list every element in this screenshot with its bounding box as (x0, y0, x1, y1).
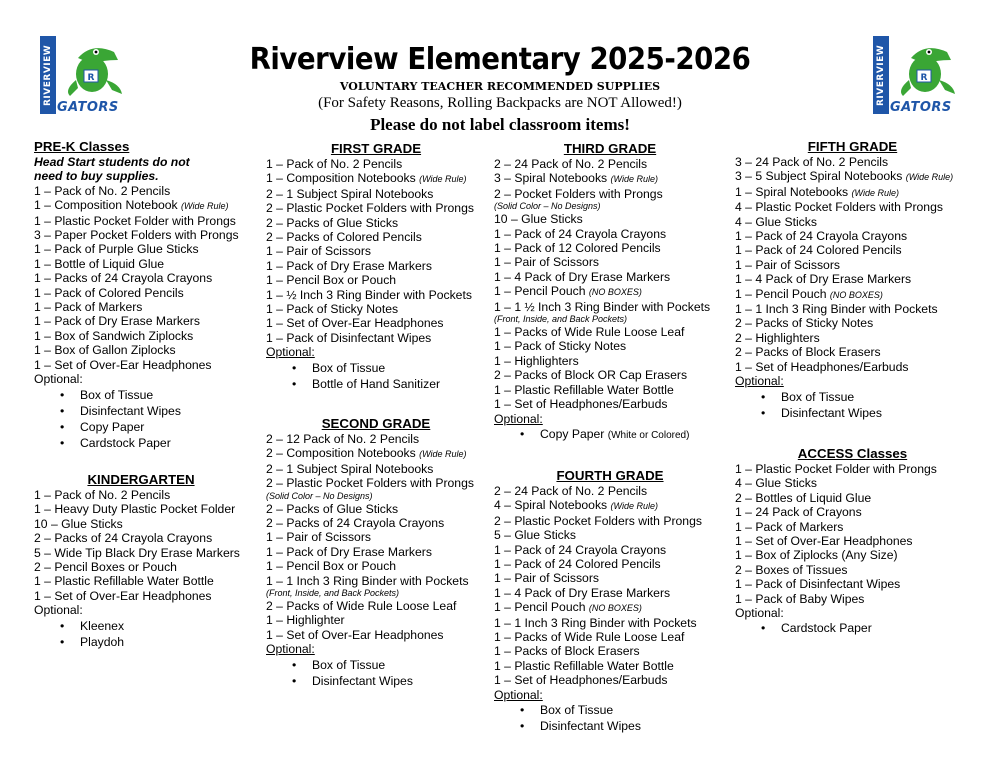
supply-item: 1 – 4 Pack of Dry Erase Markers (494, 585, 671, 600)
supply-item: 1 – Plastic Pocket Folder with Prongs (735, 462, 937, 476)
supply-item: 1 – Set of Over-Ear Headphones (34, 357, 212, 372)
supply-item: 1 – Pack of Sticky Notes (266, 302, 399, 317)
supply-item: 1 – Box of Sandwich Ziplocks (34, 328, 194, 343)
page-subtitle: VOLUNTARY TEACHER RECOMMENDED SUPPLIES (339, 80, 661, 93)
supply-item: 1 – 24 Pack of Crayons (735, 505, 862, 520)
supply-item: 1 – Pack of 24 Colored Pencils (494, 557, 661, 572)
supply-item: 1 – Set of Over-Ear Headphones (266, 316, 444, 331)
supply-item: 1 – Set of Over-Ear Headphones (34, 588, 212, 603)
supply-item: 2 – 24 Pack of No. 2 Pencils (494, 157, 648, 171)
supply-item: 1 – ½ Inch 3 Ring Binder with Pockets (266, 287, 472, 302)
supply-item: 1 – Pack of Disinfectant Wipes (266, 330, 432, 345)
optional-list (266, 360, 486, 392)
supply-item: 2 – Plastic Pocket Folders with Prongs (266, 201, 474, 216)
optional-list (494, 702, 726, 734)
svg-text:R: R (920, 73, 928, 83)
supply-item: 4 – Glue Sticks (735, 476, 817, 491)
supply-item: 1 – Pack of 24 Crayola Crayons (494, 542, 667, 557)
optional-item: • Box of Tissue (540, 702, 726, 718)
optional-label: Optional: (34, 603, 83, 618)
supply-item: 1 – Pack of Purple Glue Sticks (34, 242, 199, 257)
page-header (0, 42, 1000, 135)
supply-item: 2 – Pencil Boxes or Pouch (34, 560, 177, 575)
logo-side-text: RIVERVIEW (873, 36, 889, 114)
second-grade-section (266, 416, 486, 689)
supply-item: 1 – Pack of Disinfectant Wipes (735, 577, 901, 592)
supply-item: 2 – 24 Pack of No. 2 Pencils (494, 484, 648, 498)
section-title: PRE-K Classes (34, 139, 130, 154)
supply-item: 1 – 1 Inch 3 Ring Binder with Pockets (494, 615, 697, 630)
optional-label: Optional: (735, 606, 784, 621)
logo-side-text: RIVERVIEW (40, 36, 56, 114)
supply-item: 1 – Pack of No. 2 Pencils (34, 183, 171, 198)
optional-item: • Cardstock Paper (781, 620, 970, 636)
section-title: FIRST GRADE (330, 141, 422, 156)
optional-list (735, 620, 970, 636)
optional-item: • Copy Paper (80, 419, 239, 435)
first-grade-section (266, 141, 486, 392)
supply-item: 10 – Glue Sticks (494, 212, 583, 227)
optional-item: • Copy Paper (White or Colored) (540, 426, 726, 444)
optional-item: • Disinfectant Wipes (80, 403, 239, 419)
optional-list (266, 657, 486, 689)
fourth-grade-section (494, 468, 726, 734)
optional-label: Optional: (34, 372, 83, 387)
supply-item: 1 – Box of Gallon Ziplocks (34, 343, 176, 358)
svg-text:R: R (87, 73, 95, 83)
supply-item: 1 – Pack of Sticky Notes (494, 339, 627, 354)
supply-item: 1 – Pack of Baby Wipes (735, 591, 865, 606)
item-note: (Front, Inside, and Back Pockets) (266, 588, 400, 599)
optional-list (735, 389, 970, 421)
supply-item: 2 – Packs of Glue Sticks (266, 215, 399, 230)
optional-item: • Box of Tissue (312, 360, 486, 376)
no-label-note: Please do not label classroom items! (370, 115, 630, 134)
optional-label: Optional: (494, 687, 543, 702)
supply-item: 1 – Set of Over-Ear Headphones (266, 627, 444, 642)
optional-item: • Cardstock Paper (80, 435, 239, 451)
section-title: SECOND GRADE (321, 416, 431, 431)
head-start-note: need to buy supplies. (34, 169, 159, 184)
logo-name: GATORS (890, 100, 952, 115)
supply-item: 1 – Packs of 24 Crayola Crayons (34, 271, 213, 286)
third-grade-section (494, 141, 726, 444)
supply-item: 1 – Set of Headphones/Earbuds (494, 397, 668, 412)
supply-item: 1 – Plastic Refillable Water Bottle (494, 658, 674, 673)
supply-item: 1 – Pencil Pouch (NO BOXES) (494, 284, 642, 299)
supply-item: 1 – 4 Pack of Dry Erase Markers (494, 269, 671, 284)
supply-item: 3 – 24 Pack of No. 2 Pencils (735, 155, 889, 169)
supply-item: 1 – Pack of Markers (735, 519, 844, 534)
supply-item: 1 – 4 Pack of Dry Erase Markers (735, 272, 912, 287)
supply-item: 1 – 1 ½ Inch 3 Ring Binder with Pockets (494, 299, 711, 314)
supply-item: 2 – Packs of Colored Pencils (266, 230, 422, 245)
fifth-grade-section (735, 139, 970, 421)
supply-item: 2 – 12 Pack of No. 2 Pencils (266, 432, 420, 446)
supply-item: 2 – Packs of Block Erasers (735, 345, 881, 360)
supply-item: 2 – 1 Subject Spiral Notebooks (266, 186, 434, 201)
optional-item: • Box of Tissue (312, 657, 486, 673)
supply-item: 1 – Pair of Scissors (266, 244, 371, 259)
supply-item: 2 – Pocket Folders with Prongs (494, 186, 663, 201)
optional-list (494, 426, 726, 444)
supply-item: 2 – Plastic Pocket Folders with Prongs (266, 476, 474, 491)
supply-item: 1 – Pencil Box or Pouch (266, 559, 397, 574)
access-section (735, 446, 970, 636)
supply-item: 4 – Glue Sticks (735, 214, 817, 229)
item-note: (Solid Color – No Designs) (266, 490, 373, 501)
supply-item: 1 – Pack of 24 Colored Pencils (735, 243, 902, 258)
supply-item: 2 – Packs of 24 Crayola Crayons (34, 531, 213, 546)
supply-item: 3 – 5 Subject Spiral Notebooks (Wide Rule) (735, 169, 954, 184)
supply-item: 2 – Highlighters (735, 330, 820, 345)
supply-item: 1 – Highlighter (266, 613, 345, 628)
supply-item: 1 – Pair of Scissors (266, 530, 371, 545)
supply-item: 1 – Set of Headphones/Earbuds (735, 359, 909, 374)
supply-item: 1 – Plastic Refillable Water Bottle (494, 382, 674, 397)
supply-item: 1 – Plastic Pocket Folder with Prongs (34, 213, 236, 228)
supply-item: 1 – Pencil Box or Pouch (266, 273, 397, 288)
safety-note: (For Safety Reasons, Rolling Backpacks are NOT Allowed!) (318, 95, 682, 111)
page-title: Riverview Elementary 2025-2026 (249, 42, 751, 77)
supply-item: 1 – Heavy Duty Plastic Pocket Folder (34, 502, 236, 517)
section-title: FIFTH GRADE (807, 139, 898, 154)
supply-item: 1 – Set of Headphones/Earbuds (494, 673, 668, 688)
supply-item: 1 – Pack of No. 2 Pencils (266, 157, 403, 171)
supply-item: 1 – Packs of Block Erasers (494, 644, 640, 659)
supply-item: 2 – Packs of Wide Rule Loose Leaf (266, 599, 457, 614)
supply-item: 1 – Pack of Dry Erase Markers (34, 314, 200, 329)
item-note: (Solid Color – No Designs) (494, 201, 601, 212)
optional-item: • Disinfectant Wipes (781, 405, 970, 421)
supply-item: 2 – Packs of Block OR Cap Erasers (494, 368, 688, 383)
supply-item: 1 – Pair of Scissors (735, 257, 840, 272)
supply-item: 1 – Pack of Markers (34, 300, 143, 315)
optional-list (34, 387, 239, 451)
item-note: (Front, Inside, and Back Pockets) (494, 314, 628, 325)
section-title: ACCESS Classes (797, 446, 908, 461)
supply-item: 2 – Packs of 24 Crayola Crayons (266, 516, 445, 531)
supply-item: 1 – Set of Over-Ear Headphones (735, 534, 913, 549)
section-title: THIRD GRADE (563, 141, 657, 156)
supply-item: 1 – Bottle of Liquid Glue (34, 256, 165, 271)
optional-item: • Disinfectant Wipes (312, 673, 486, 689)
supply-item: 1 – Spiral Notebooks (Wide Rule) (735, 184, 899, 199)
supply-item: 1 – Pack of No. 2 Pencils (34, 488, 171, 502)
logo-name: GATORS (57, 100, 119, 115)
supply-item: 1 – Composition Notebook (Wide Rule) (34, 198, 229, 213)
optional-label: Optional: (494, 411, 543, 426)
supply-item: 2 – Packs of Sticky Notes (735, 316, 874, 331)
optional-item: • Disinfectant Wipes (540, 718, 726, 734)
supply-item: 1 – Plastic Refillable Water Bottle (34, 574, 214, 589)
supply-item: 1 – Pack of Dry Erase Markers (266, 258, 432, 273)
supply-item: 4 – Spiral Notebooks (Wide Rule) (494, 498, 658, 513)
supply-item: 1 – Pack of 24 Crayola Crayons (494, 226, 667, 241)
supply-item: 1 – Highlighters (494, 353, 579, 368)
supply-item: 3 – Spiral Notebooks (Wide Rule) (494, 171, 658, 186)
optional-item: • Kleenex (80, 618, 248, 634)
optional-label: Optional: (266, 345, 315, 360)
supply-item: 1 – Pack of 12 Colored Pencils (494, 241, 661, 256)
supply-item: 1 – Pack of 24 Crayola Crayons (735, 229, 908, 244)
supply-item: 1 – 1 Inch 3 Ring Binder with Pockets (735, 302, 938, 317)
kindergarten-section (34, 472, 248, 650)
supply-item: 1 – Composition Notebooks (Wide Rule) (266, 171, 467, 186)
supply-item: 1 – Pack of Dry Erase Markers (266, 544, 432, 559)
supply-item: 5 – Wide Tip Black Dry Erase Markers (34, 545, 240, 560)
supply-item: 1 – Packs of Wide Rule Loose Leaf (494, 325, 685, 340)
supply-item: 5 – Glue Sticks (494, 528, 576, 543)
section-title: KINDERGARTEN (87, 472, 195, 487)
supply-item: 2 – Packs of Glue Sticks (266, 501, 399, 516)
optional-item: • Bottle of Hand Sanitizer (312, 376, 486, 392)
supply-item: 1 – Pair of Scissors (494, 255, 599, 270)
optional-list (34, 618, 248, 650)
supply-item: 1 – Pencil Pouch (NO BOXES) (494, 600, 642, 615)
optional-item: • Box of Tissue (781, 389, 970, 405)
supply-item: 10 – Glue Sticks (34, 516, 123, 531)
supply-item: 2 – Composition Notebooks (Wide Rule) (266, 446, 467, 461)
section-title: FOURTH GRADE (556, 468, 664, 483)
optional-label: Optional: (735, 374, 784, 389)
supply-item: 1 – Packs of Wide Rule Loose Leaf (494, 630, 685, 645)
supply-item: 2 – 1 Subject Spiral Notebooks (266, 461, 434, 476)
prek-section (34, 139, 239, 451)
supply-item: 1 – Box of Ziplocks (Any Size) (735, 548, 898, 563)
supply-item: 2 – Boxes of Tissues (735, 562, 848, 577)
supply-item: 1 – Pair of Scissors (494, 571, 599, 586)
supply-item: 4 – Plastic Pocket Folders with Prongs (735, 200, 943, 215)
optional-item: • Box of Tissue (80, 387, 239, 403)
head-start-note: Head Start students do not (34, 155, 190, 169)
supply-item: 1 – Pencil Pouch (NO BOXES) (735, 286, 883, 301)
supply-item: 3 – Paper Pocket Folders with Prongs (34, 228, 239, 243)
supply-item: 2 – Bottles of Liquid Glue (735, 490, 872, 505)
optional-item: • Playdoh (80, 634, 248, 650)
supply-item: 1 – Pack of Colored Pencils (34, 285, 184, 300)
optional-label: Optional: (266, 642, 315, 657)
supply-item: 2 – Plastic Pocket Folders with Prongs (494, 513, 702, 528)
supply-item: 1 – 1 Inch 3 Ring Binder with Pockets (266, 573, 469, 588)
